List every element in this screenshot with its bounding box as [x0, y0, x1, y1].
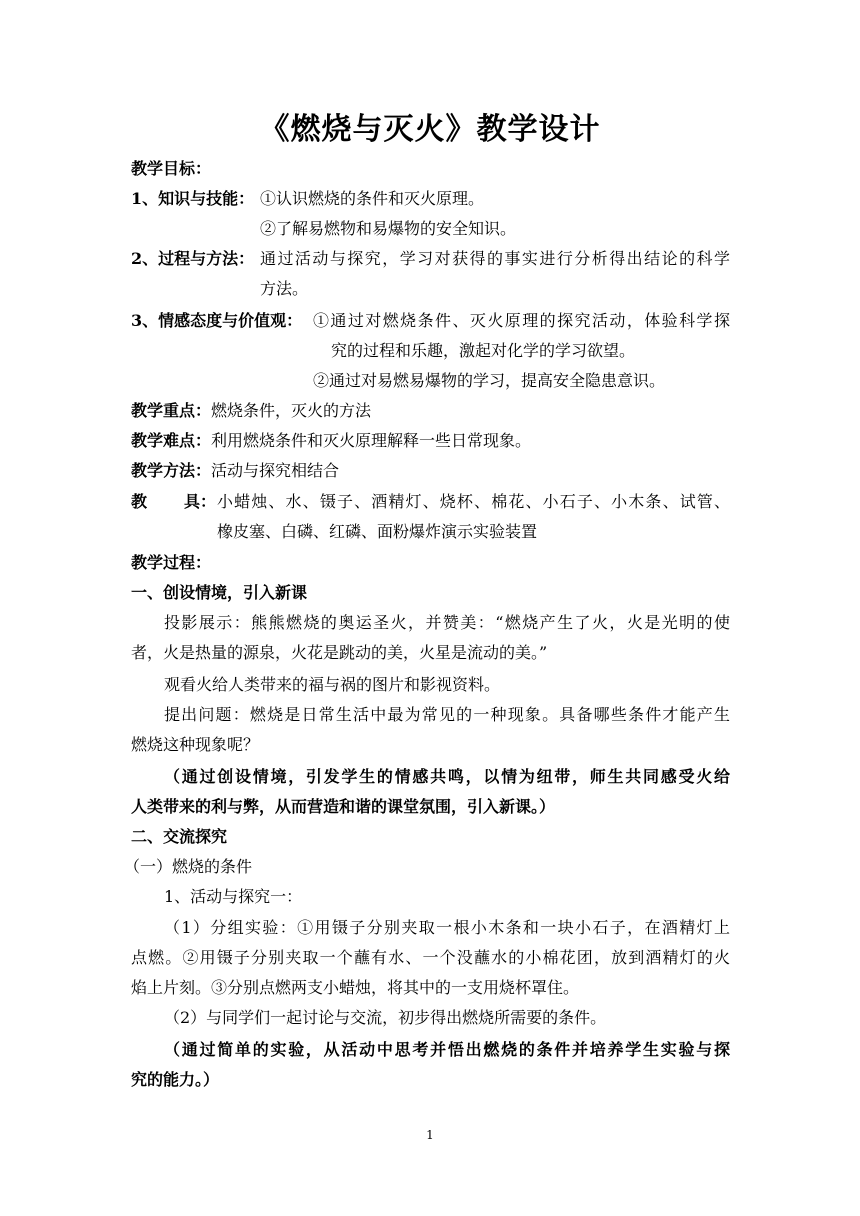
process-heading: 教学过程：	[131, 553, 212, 572]
knowledge-label: 1、知识与技能：	[131, 189, 255, 208]
process-label: 2、过程与方法：	[131, 249, 255, 268]
section1-p1-line2: 者，火是热量的源泉，火花是跳动的美，火星是流动的美。”	[131, 643, 548, 662]
section2-exp-line3: 焰上片刻。③分别点燃两支小蜡烛，将其中的一支用烧杯罩住。	[131, 978, 580, 997]
section2-sub1: （一）燃烧的条件	[124, 857, 253, 876]
page-number: 1	[426, 1128, 434, 1142]
difficulty-text: 利用燃烧条件和灭火原理解释一些日常现象。	[211, 431, 532, 450]
knowledge-item-2: ②了解易燃物和易爆物的安全知识。	[260, 219, 517, 238]
difficulty-label: 教学难点：	[131, 431, 212, 450]
method-label: 教学方法：	[131, 461, 212, 480]
keypoint-text: 燃烧条件，灭火的方法	[211, 401, 372, 420]
section1-heading: 一、创设情境，引入新课	[131, 583, 308, 602]
section2-activity1: 1、活动与探究一：	[164, 887, 303, 906]
emotion-text-1: ①通过对燃烧条件、灭火原理的探究活动，体验科学探	[313, 311, 730, 330]
tools-text-1: 小蜡烛、水、镊子、酒精灯、烧杯、棉花、小石子、小木条、试管、	[217, 492, 730, 511]
emotion-text-3: ②通过对易燃易爆物的学习，提高安全隐患意识。	[313, 371, 666, 390]
section2-exp-line1: （1）分组实验：①用镊子分别夹取一根小木条和一块小石子，在酒精灯上	[164, 918, 730, 937]
tools-label-2: 具：	[184, 492, 217, 511]
section2-exp-line2: 点燃。②用镊子分别夹取一个蘸有水、一个没蘸水的小棉花团，放到酒精灯的火	[131, 948, 730, 967]
keypoint-label: 教学重点：	[131, 401, 212, 420]
emotion-label: 3、情感态度与价值观：	[131, 311, 303, 330]
tools-text-2: 橡皮塞、白磷、红磷、面粉爆炸演示实验装置	[217, 522, 538, 541]
process-text-2: 方法。	[260, 279, 309, 298]
process-text-1: 通过活动与探究，学习对获得的事实进行分析得出结论的科学	[260, 249, 730, 268]
method-text: 活动与探究相结合	[211, 461, 340, 480]
section2-heading: 二、交流探究	[131, 827, 228, 846]
section1-p3-line1: 提出问题：燃烧是日常生活中最为常见的一种现象。具备哪些条件才能产生	[164, 705, 730, 724]
section2-note-line2: 究的能力。）	[131, 1070, 220, 1089]
section1-p2: 观看火给人类带来的福与祸的图片和影视资料。	[164, 675, 501, 694]
section2-discuss: （2）与同学们一起讨论与交流，初步得出燃烧所需要的条件。	[164, 1008, 607, 1027]
knowledge-item-1: ①认识燃烧的条件和灭火原理。	[260, 189, 485, 208]
section1-note-line1: （通过创设情境，引发学生的情感共鸣，以情为纽带，师生共同感受火给	[164, 767, 730, 786]
section1-p1-line1: 投影展示：熊熊燃烧的奥运圣火，并赞美：“燃烧产生了火，火是光明的使	[164, 613, 730, 632]
objectives-heading: 教学目标：	[131, 159, 212, 178]
section1-note-line2: 人类带来的利与弊，从而营造和谐的课堂氛围，引入新课。）	[131, 797, 556, 816]
page-title: 《燃烧与灭火》教学设计	[259, 112, 601, 147]
tools-label-1: 教	[131, 492, 148, 511]
emotion-text-2: 究的过程和乐趣，激起对化学的学习欲望。	[331, 341, 636, 360]
section2-note-line1: （通过简单的实验，从活动中思考并悟出燃烧的条件并培养学生实验与探	[164, 1040, 730, 1059]
section1-p3-line2: 燃烧这种现象呢？	[131, 735, 260, 754]
